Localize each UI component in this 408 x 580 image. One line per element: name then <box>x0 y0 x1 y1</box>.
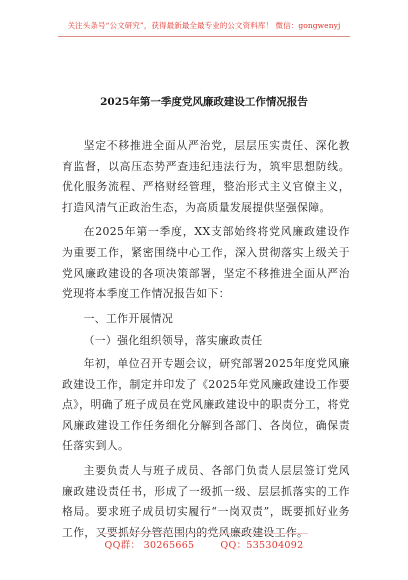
section-heading: 一、工作开展情况 <box>83 311 174 325</box>
footer-qq-contact: QQ：535304092 <box>220 540 304 551</box>
document-title: 2025年第一季度党风廉政建设工作情况报告 <box>100 96 308 108</box>
document-body <box>62 136 350 547</box>
paragraph-responsibility: 主要负责人与班子成员、各部门负责人层层签订党风廉政建设责任书，形成了一级抓一级、层层抓落实的工作格局。要求班子成员切实履行“一岗双责”，既要抓好业务工作，又要抓好分管范围内的党风廉政建设工作。 <box>62 463 350 539</box>
footer-divider <box>100 533 308 534</box>
footer-qq-group: QQ群： 30265665 <box>104 540 195 551</box>
paragraph-intro: 坚定不移推进全面从严治党，层层压实责任、深化教育监督，以高压态势严查违纪违法行为，筑牢思想防线。优化服务流程、严格财经管理，整治形式主义官僚主义，打造风清气正政治生态，为高质量发展提供坚强保障。 <box>62 139 350 214</box>
page-header-promo: 关注头条号“公文研究”，获得最新最全最专业的公文资料库！ 微信：gongwenyj <box>67 21 341 30</box>
paragraph-planning: 年初，单位召开专题会议，研究部署2025年度党风廉政建设工作，制定并印发了《2025年党风廉政建设工作要点》，明确了班子成员在党风廉政建设中的职责分工，将党风廉政建设工作任务细化分解到各部门、各岗位，确保责任落实到人。 <box>62 356 350 453</box>
page-footer <box>0 537 408 551</box>
subsection-heading: （一）强化组织领导，落实廉政责任 <box>83 334 263 348</box>
header-divider <box>58 36 350 37</box>
paragraph-overview: 在2025年第一季度，XX支部始终将党风廉政建设作为重要工作，紧密围绕中心工作，深入贯彻落实上级关于党风廉政建设的各项决策部署，坚定不移推进全面从严治党现将本季度工作情况报告如下： <box>62 225 350 301</box>
